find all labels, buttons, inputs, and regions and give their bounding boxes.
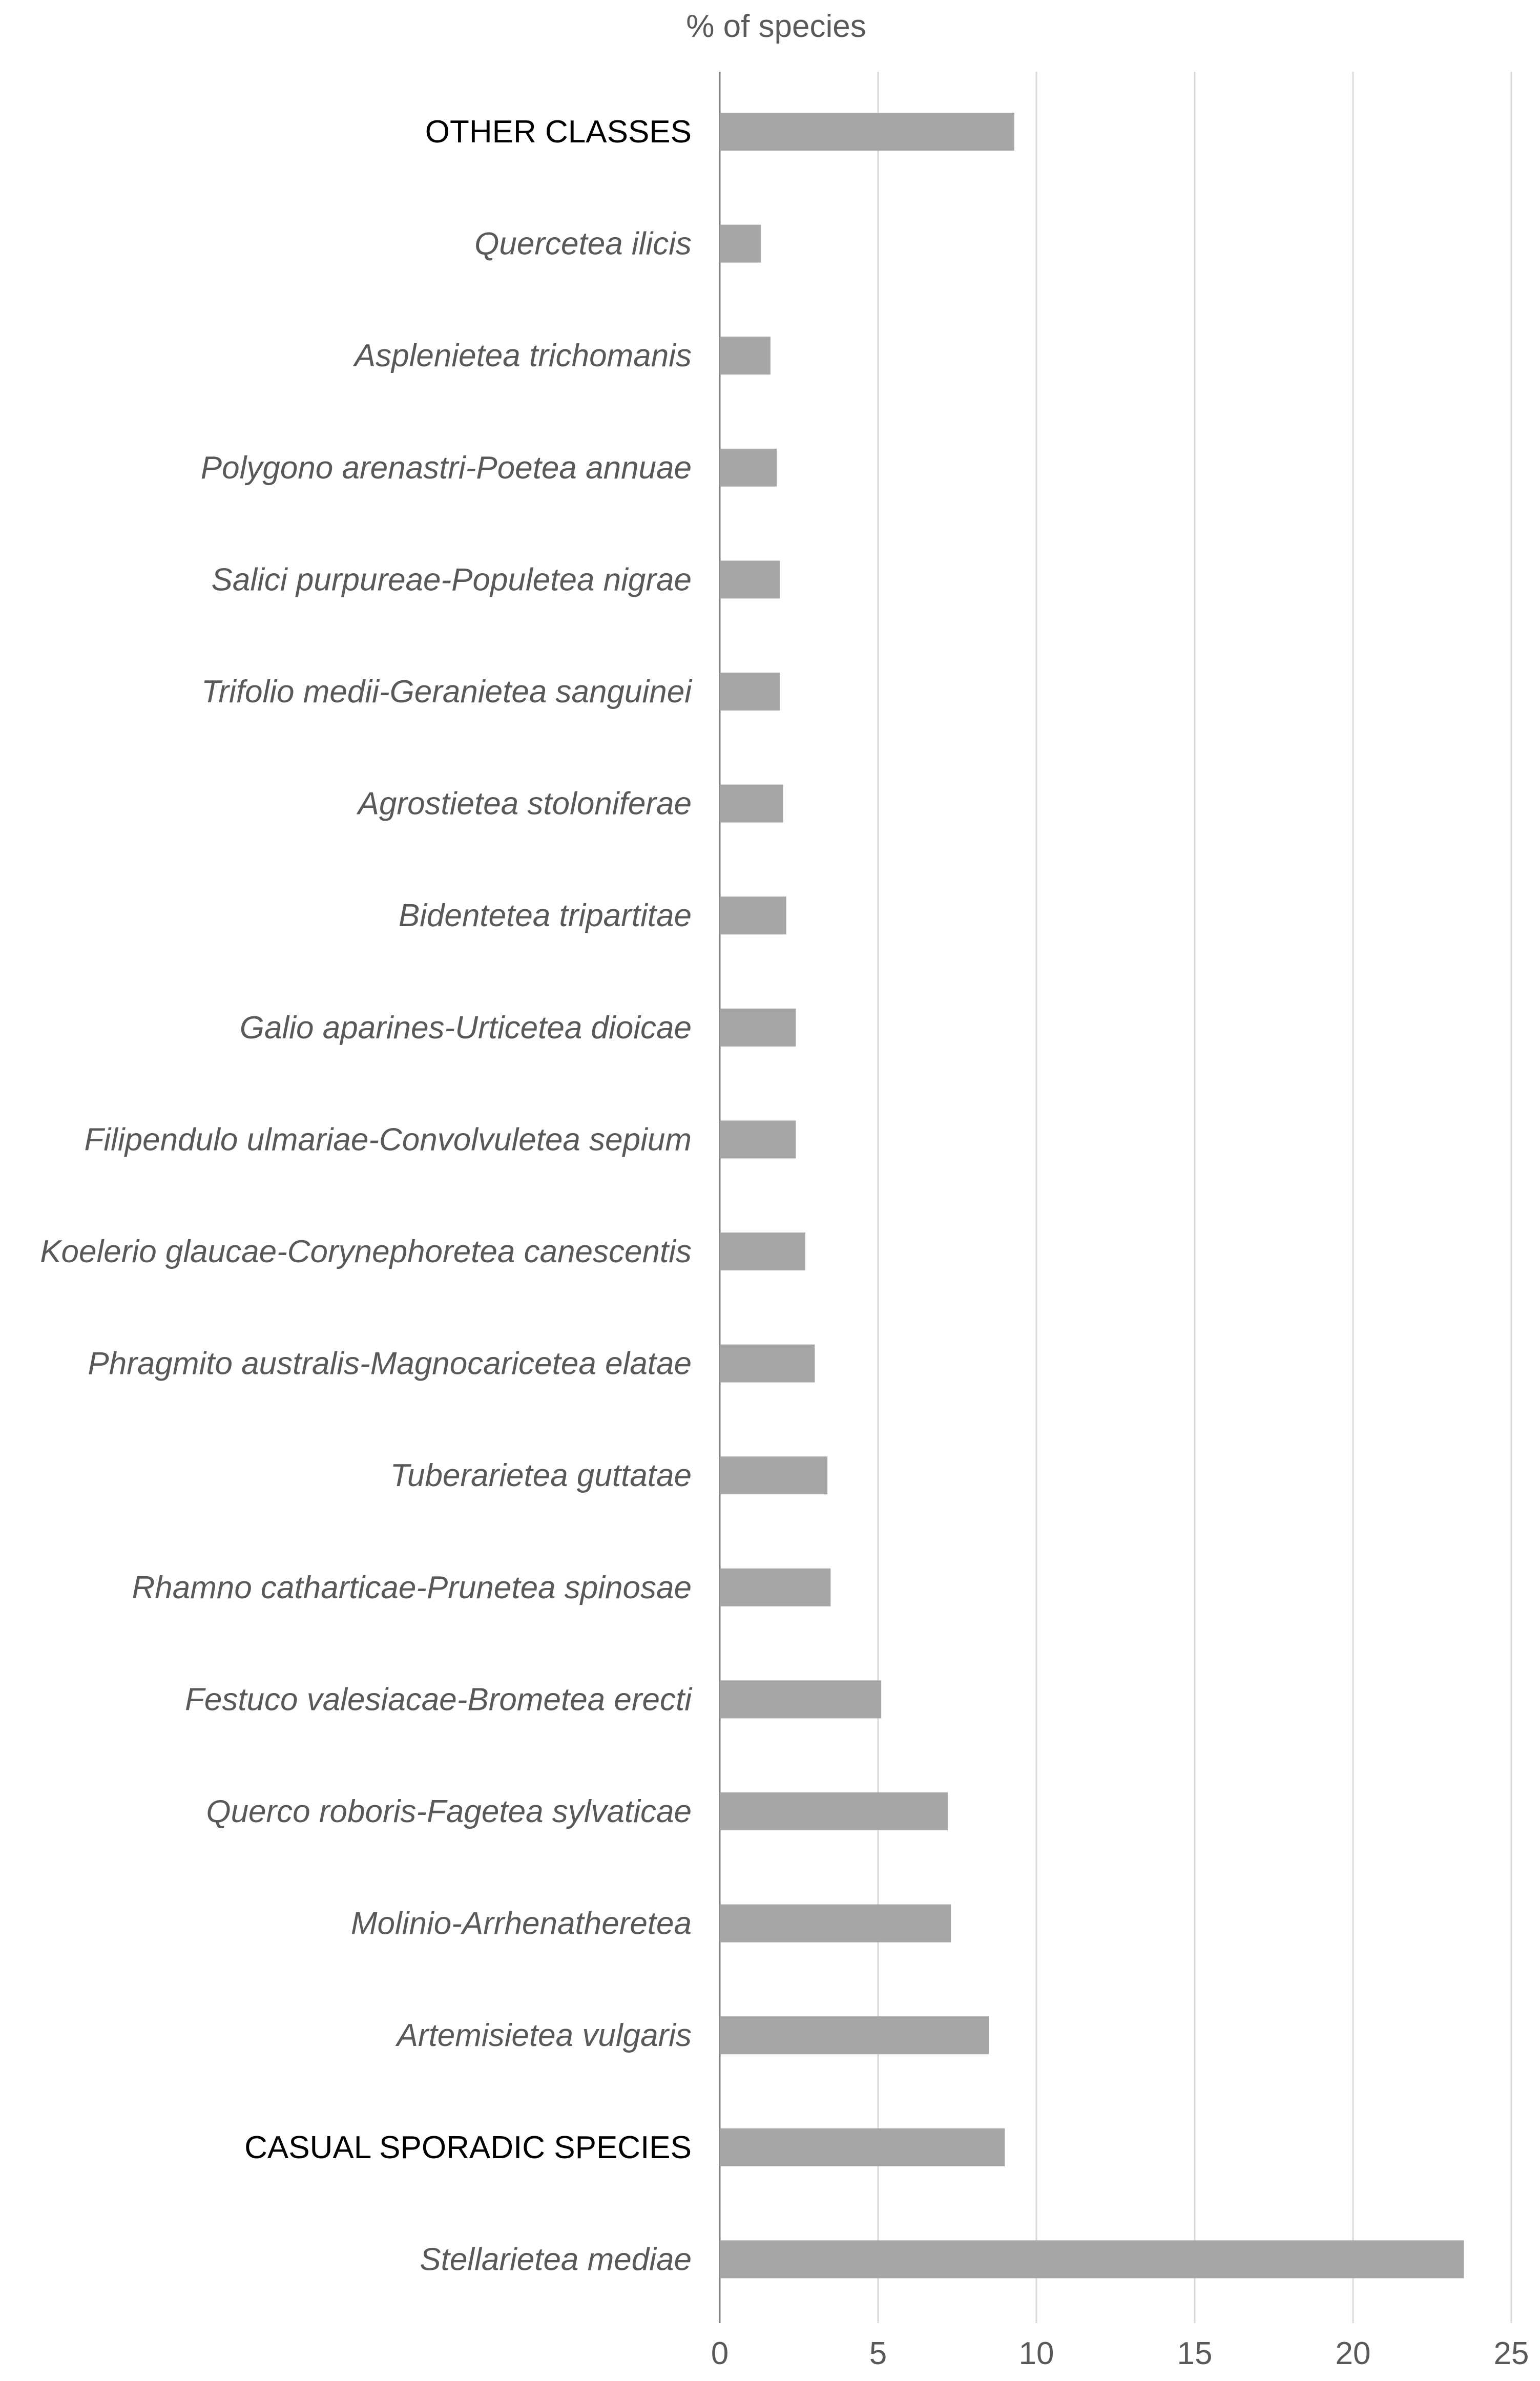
category-labels [40, 114, 693, 2277]
bar [720, 1345, 815, 1383]
category-label: Agrostietea stoloniferae [358, 786, 692, 822]
bar [720, 2240, 1464, 2278]
category-label: Koelerio glaucae-Corynephoretea canescentis [40, 1234, 692, 1269]
bar [720, 1569, 830, 1606]
category-label: Rhamno catharticae-Prunetea spinosae [132, 1570, 692, 1605]
category-label: Artemisietea vulgaris [397, 2018, 692, 2054]
x-tick-label: 0 [711, 2336, 729, 2371]
bar [720, 113, 1014, 151]
bar [720, 449, 777, 487]
bar [720, 1009, 796, 1047]
category-label: Phragmito australis-Magnocaricetea elatae [88, 1346, 692, 1382]
bars [720, 113, 1464, 2278]
category-label: OTHER CLASSES [425, 114, 692, 150]
bar [720, 1456, 827, 1494]
category-label: Polygono arenastri-Poetea annuae [200, 450, 692, 486]
axis-title: % of species [686, 9, 866, 44]
category-label: Galio aparines-Urticetea dioicae [239, 1010, 692, 1046]
category-label: Molinio-Arrhenatheretea [350, 1906, 692, 1941]
category-label: Filipendulo ulmariae-Convolvuletea sepium [84, 1122, 692, 1158]
bar [720, 1120, 796, 1158]
x-tick-label: 10 [1018, 2336, 1054, 2371]
category-label: Tuberarietea guttatae [390, 1458, 692, 1494]
bar [720, 1233, 805, 1270]
category-label: Festuco valesiacae-Brometea erecti [184, 1682, 692, 1718]
x-tick-label: 15 [1177, 2336, 1213, 2371]
bar [720, 1792, 948, 1830]
x-tick-label: 5 [869, 2336, 887, 2371]
bar [720, 2016, 989, 2054]
bar [720, 560, 780, 598]
bar [720, 225, 761, 263]
bar [720, 337, 771, 374]
bar [720, 673, 780, 711]
category-label: Quercetea ilicis [474, 226, 692, 262]
x-tick-labels [711, 2336, 1529, 2371]
bar [720, 1680, 881, 1718]
category-label: Querco roboris-Fagetea sylvaticae [206, 1794, 692, 1829]
category-label: Stellarietea mediae [420, 2242, 692, 2278]
bar [720, 2128, 1005, 2166]
bar [720, 896, 786, 934]
x-tick-label: 25 [1493, 2336, 1529, 2371]
category-label: Salici purpureae-Populetea nigrae [211, 562, 692, 598]
category-label: Bidentetea tripartitae [398, 898, 692, 934]
bar [720, 1905, 951, 1943]
category-label: Trifolio medii-Geranietea sanguinei [201, 674, 692, 709]
x-tick-label: 20 [1335, 2336, 1371, 2371]
category-label: CASUAL SPORADIC SPECIES [244, 2129, 692, 2165]
bar [720, 785, 783, 823]
gridlines [720, 72, 1511, 2323]
category-label: Asplenietea trichomanis [354, 338, 692, 374]
